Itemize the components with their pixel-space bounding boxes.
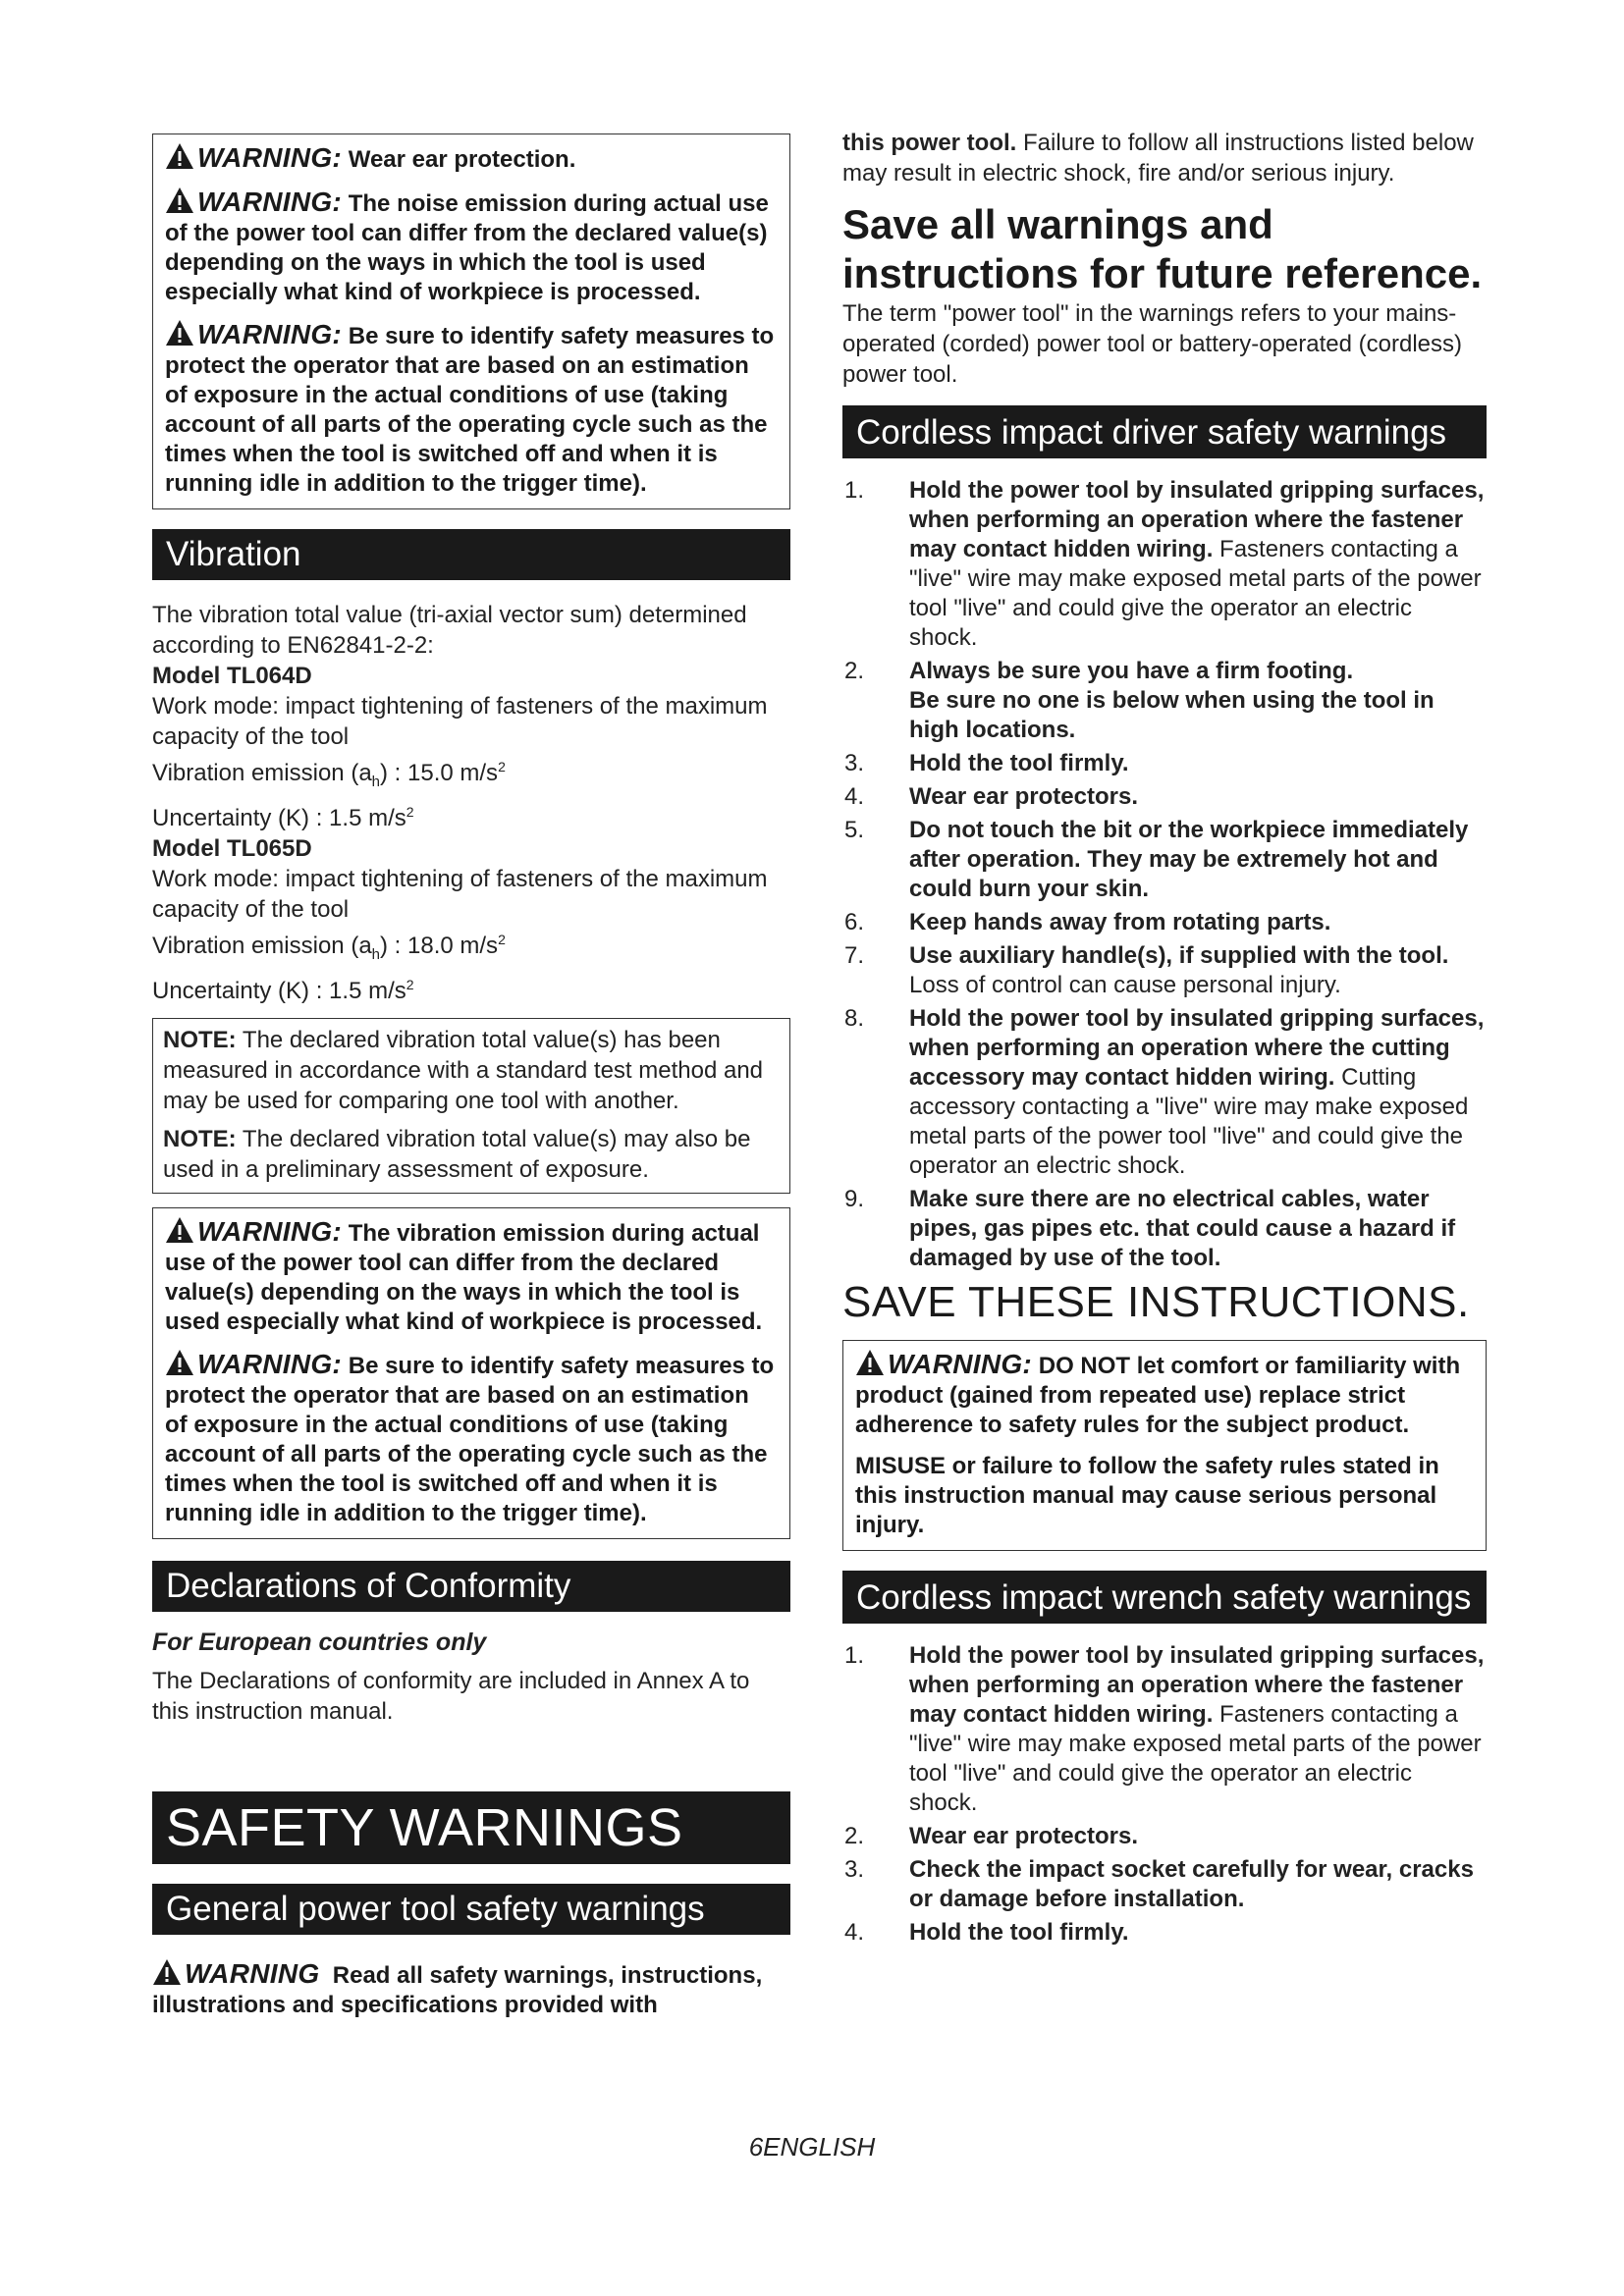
item-heading: Hold the tool firmly. [909, 750, 1129, 776]
item-body: Cutting accessory contacting a "live" wire may make exposed metal parts of the power tool "live" and could give the operator an electric shock. [909, 1064, 1469, 1179]
page-number: 6 [748, 2132, 764, 2162]
emission-label: Vibration emission (a [152, 760, 372, 786]
right-column [842, 128, 1487, 1951]
unit-superscript: 2 [406, 976, 414, 992]
general-safety-heading: General power tool safety warnings [152, 1884, 790, 1935]
item-number: 4. [844, 1919, 865, 1946]
item-body: Be sure no one is below when using the tool in high locations. [909, 687, 1435, 743]
familiarity-warning-box [842, 1340, 1487, 1551]
list-item [842, 476, 1487, 653]
language-label: ENGLISH [763, 2132, 876, 2162]
page-footer [0, 2132, 1624, 2163]
warning-label: WARNING: [197, 319, 343, 349]
vibration-section [152, 600, 790, 1006]
list-item [842, 657, 1487, 745]
model-tl065d: Model TL065D [152, 834, 312, 862]
item-heading: Hold the tool firmly. [909, 1919, 1129, 1946]
warning-text: Read all safety warnings, instructions, illustrations and specifications provided with [152, 1961, 763, 2018]
item-number: 8. [844, 1005, 865, 1032]
list-item [842, 1004, 1487, 1181]
uncertainty-value: Uncertainty (K) : 1.5 m/s [152, 977, 406, 1004]
emission-subscript: h [371, 773, 381, 790]
item-number: 1. [844, 1642, 865, 1669]
list-item [842, 816, 1487, 904]
note-2 [163, 1124, 780, 1185]
emission-subscript: h [371, 945, 381, 963]
list-item [842, 1822, 1487, 1851]
unit-superscript: 2 [498, 759, 506, 774]
continued-bold: this power tool. [842, 130, 1017, 156]
vibration-heading: Vibration [152, 529, 790, 580]
item-number: 9. [844, 1186, 865, 1212]
warning-safety-measures-2 [165, 1349, 778, 1528]
general-warning [152, 1958, 790, 2020]
warning-safety-measures [165, 319, 778, 499]
item-number: 6. [844, 909, 865, 935]
item-heading: Check the impact socket carefully for wear, cracks or damage before installation. [909, 1856, 1474, 1912]
save-instructions-heading: SAVE THESE INSTRUCTIONS. [842, 1278, 1470, 1326]
save-warnings-heading: Save all warnings and instructions for future reference. [842, 201, 1483, 296]
warning-misuse: MISUSE or failure to follow the safety rules stated in this instruction manual may cause serious personal injury. [855, 1453, 1439, 1538]
vibration-warning-box [152, 1207, 790, 1539]
item-heading: Wear ear protectors. [909, 783, 1138, 810]
uncertainty-value: Uncertainty (K) : 1.5 m/s [152, 804, 406, 831]
warning-ear-protection [165, 142, 778, 175]
impact-wrench-heading: Cordless impact wrench safety warnings [842, 1571, 1487, 1624]
power-tool-term-text: The term "power tool" in the warnings refers to your mains-operated (corded) power tool or battery-operated (cordless) power tool. [842, 300, 1462, 388]
warning-triangle-icon [855, 1349, 885, 1376]
work-mode-1: Work mode: impact tightening of fasteners of the maximum capacity of the tool [152, 693, 768, 750]
impact-wrench-list [842, 1641, 1487, 1948]
warning-label: WARNING [185, 1957, 320, 1989]
list-item [842, 1641, 1487, 1818]
list-item [842, 1185, 1487, 1273]
item-heading: Hold the power tool by insulated gripping surfaces, when performing an operation where the fastener may contact hidden wiring. [909, 477, 1485, 562]
warning-text: The vibration emission during actual use of the power tool can differ from the declared value(s) depending on the ways in which the tool is used especially what kind of workpiece is processed. [165, 1219, 763, 1335]
item-heading: Use auxiliary handle(s), if supplied with the tool. [909, 942, 1449, 969]
continued-text [842, 128, 1487, 188]
warning-text: Be sure to identify safety measures to protect the operator that are based on an estimation of exposure in the actual conditions of use (taking account of all parts of the operating cycle such as the times when the tool is switched off and when it is running idle in addition to the trigger time). [165, 323, 775, 497]
item-number: 1. [844, 477, 865, 504]
unit-superscript: 2 [406, 803, 414, 820]
list-item [842, 908, 1487, 937]
impact-driver-list [842, 476, 1487, 1273]
note-text: The declared vibration total value(s) has been measured in accordance with a standard test method and may be used for comparing one tool with another. [163, 1026, 764, 1114]
warning-triangle-icon [165, 142, 194, 170]
declarations-heading: Declarations of Conformity [152, 1561, 790, 1612]
item-heading: Hold the power tool by insulated gripping surfaces, when performing an operation where the cutting accessory may contact hidden wiring. [909, 1005, 1485, 1091]
warning-label: WARNING: [888, 1349, 1033, 1379]
list-item [842, 1855, 1487, 1914]
warning-label: WARNING: [197, 187, 343, 217]
uncertainty-1 [152, 797, 790, 833]
item-heading: Do not touch the bit or the workpiece immediately after operation. They may be extremely hot and could burn your skin. [909, 817, 1469, 902]
warning-triangle-icon [165, 1349, 194, 1376]
item-heading: Always be sure you have a firm footing. [909, 658, 1354, 684]
item-body: Fasteners contacting a "live" wire may make exposed metal parts of the power tool "live" and could give the operator an electric shock. [909, 1701, 1482, 1816]
warning-familiarity [855, 1349, 1474, 1440]
declarations-text: The Declarations of conformity are included in Annex A to this instruction manual. [152, 1667, 750, 1725]
item-number: 7. [844, 942, 865, 969]
vibration-intro: The vibration total value (tri-axial vector sum) determined according to EN62841-2-2: [152, 602, 747, 659]
warning-triangle-icon [165, 187, 194, 214]
note-1 [163, 1025, 780, 1116]
item-body: Loss of control can cause personal injury. [909, 972, 1341, 998]
emission-value: ) : 15.0 m/s [380, 760, 499, 786]
safety-warnings-heading: SAFETY WARNINGS [152, 1791, 790, 1864]
warning-label: WARNING: [197, 1215, 343, 1247]
warning-text: Be sure to identify safety measures to protect the operator that are based on an estimation of exposure in the actual conditions of use (taking account of all parts of the operating cycle such as the times when the tool is switched off and when it is running idle in addition to the trigger time). [165, 1352, 775, 1526]
item-heading: Keep hands away from rotating parts. [909, 909, 1331, 935]
item-number: 3. [844, 750, 865, 776]
item-number: 2. [844, 658, 865, 684]
item-number: 3. [844, 1856, 865, 1883]
warning-text: DO NOT let comfort or familiarity with product (gained from repeated use) replace strict adherence to safety rules for the subject product. [855, 1353, 1461, 1438]
item-number: 5. [844, 817, 865, 843]
warning-text: The noise emission during actual use of the power tool can differ from the declared value(s) depending on the ways in which the tool is used especially what kind of workpiece is processed. [165, 190, 769, 305]
work-mode-2: Work mode: impact tightening of fasteners of the maximum capacity of the tool [152, 865, 768, 923]
note-label: NOTE: [163, 1026, 237, 1053]
item-heading: Make sure there are no electrical cables, water pipes, gas pipes etc. that could cause a hazard if damaged by use of the tool. [909, 1186, 1456, 1271]
warning-triangle-icon [165, 1216, 194, 1244]
vibration-emission-2 [152, 925, 790, 970]
item-heading: Wear ear protectors. [909, 1823, 1138, 1849]
uncertainty-2 [152, 970, 790, 1006]
warning-triangle-icon [165, 319, 194, 347]
warning-label: WARNING: [197, 1348, 343, 1379]
noise-warning-box [152, 133, 790, 509]
vibration-emission-1 [152, 752, 790, 797]
item-heading: Hold the power tool by insulated gripping surfaces, when performing an operation where the fastener may contact hidden wiring. [909, 1642, 1485, 1728]
warning-triangle-icon [152, 1958, 182, 1986]
warning-noise-emission [165, 187, 778, 307]
vibration-note-box [152, 1018, 790, 1194]
item-number: 2. [844, 1823, 865, 1849]
list-item [842, 941, 1487, 1000]
emission-label: Vibration emission (a [152, 932, 372, 959]
item-number: 4. [844, 783, 865, 810]
unit-superscript: 2 [498, 931, 506, 947]
item-body: Fasteners contacting a "live" wire may make exposed metal parts of the power tool "live" and could give the operator an electric shock. [909, 536, 1482, 651]
list-item [842, 782, 1487, 812]
emission-value: ) : 18.0 m/s [380, 932, 499, 959]
model-tl064d: Model TL064D [152, 663, 312, 689]
european-countries-subtitle: For European countries only [152, 1628, 487, 1656]
continued-rest: Failure to follow all instructions listed below may result in electric shock, fire and/or serious injury. [842, 130, 1474, 187]
list-item [842, 1918, 1487, 1948]
note-text: The declared vibration total value(s) may also be used in a preliminary assessment of exposure. [163, 1125, 751, 1183]
left-column [152, 130, 790, 2020]
note-label: NOTE: [163, 1125, 237, 1152]
declarations-section [152, 1628, 790, 1727]
list-item [842, 749, 1487, 778]
warning-vibration-emission [165, 1216, 778, 1337]
warning-label: WARNING: [197, 142, 343, 173]
impact-driver-heading: Cordless impact driver safety warnings [842, 405, 1487, 458]
warning-text: Wear ear protection. [348, 146, 576, 173]
